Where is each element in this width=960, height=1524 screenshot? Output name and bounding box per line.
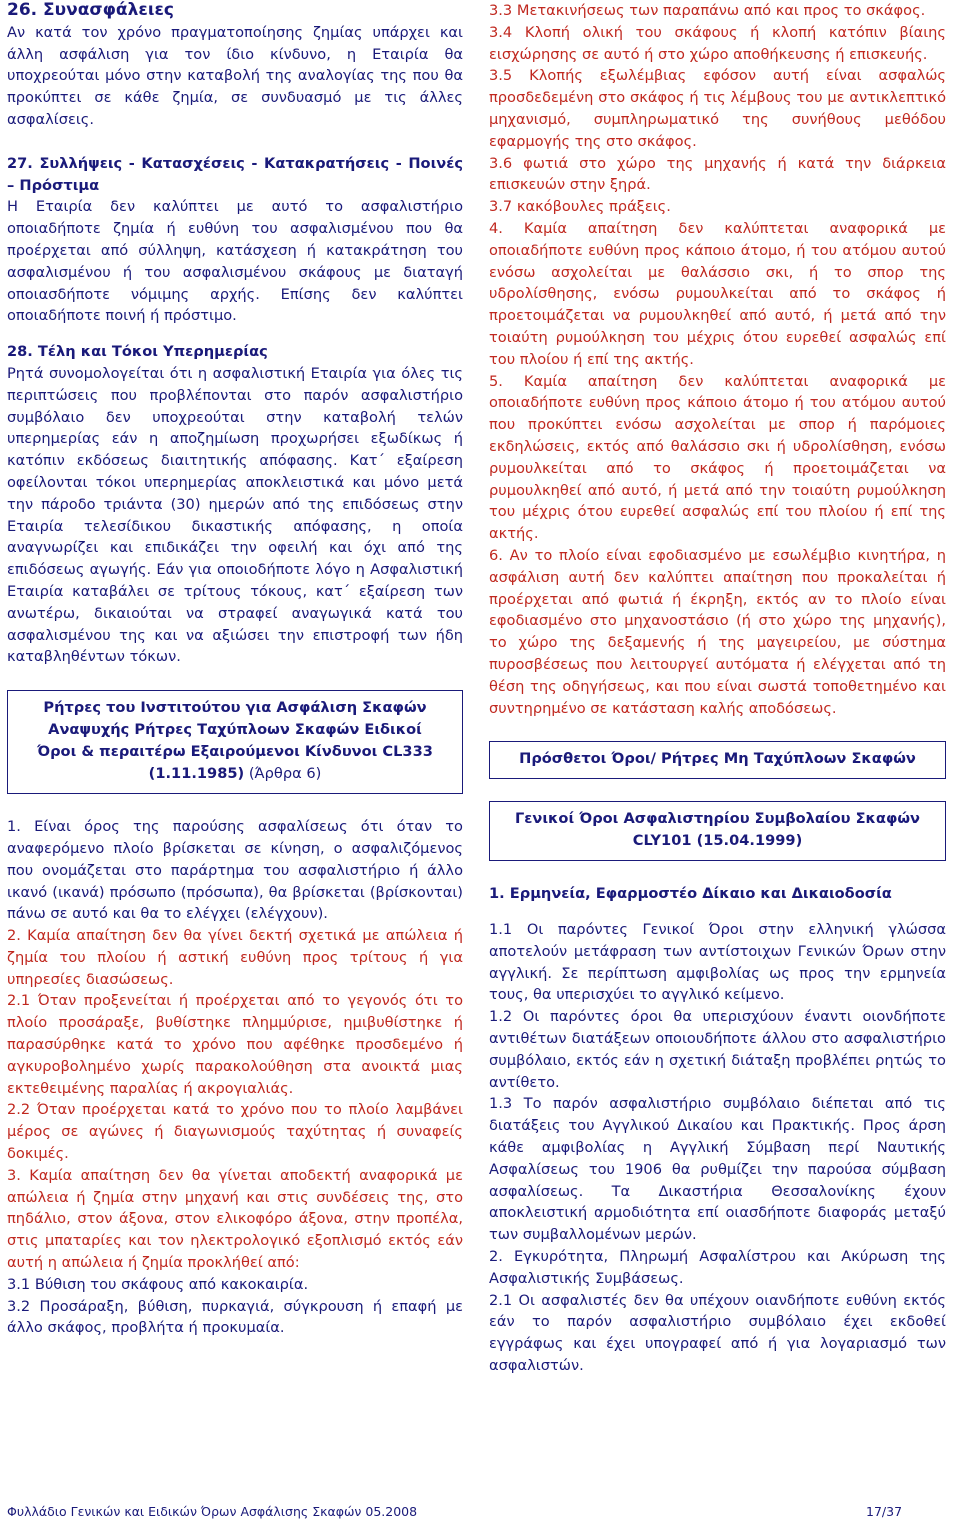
clause-4: 4. Καμία απαίτηση δεν καλύπτεται αναφορικά με οποιαδήποτε ευθύνη προς κάποιο άτομο, ή του ατόμου αυτού ενόσω ασχολείται με θαλάσσιο σκι, ή το σπορ της υδρολίσθησης, ενόσω ρυμουλκείται από το σκάφος ή προετοιμάζεται να ρυμουλκηθεί από αυτό, ή μετά από την τοιαύτη ρυμούλκηση του μέχρις ότου ευρεθεί ασφαλώς επί του πλοίου ή επί της ακτής. <box>489 219 946 368</box>
general-1-3: 1.3 Το παρόν ασφαλιστήριο συμβόλαιο διέπεται από τις διατάξεις του Αγγλικού Δικαίου και Πρακτικής. Προς άρση κάθε αμφιβολίας η Αγγλική Σύμβαση περί Ναυτικής Ασφαλίσεως του 1906 θα ρυθμίζει την παρούσα σύμβαση ασφαλίσεως. Τα Δικαστήρια Θεσσαλονίκης έχουν αποκλειστική αρμοδιότητα επί οιασδήποτε διαφοράς μεταξύ των συμβαλλομένων μερών. <box>489 1095 946 1244</box>
clause-6: 6. Αν το πλοίο είναι εφοδιασμένο με εσωλέμβιο κινητήρα, η ασφάλιση αυτή δεν καλύπτει απαίτηση που προκαλείται ή προέρχεται από φωτιά ή έκρηξη, εκτός αν το πλοίο είναι εφοδιασμένο στο μηχανοστάσιο (ή στο χώρο της μηχανής), το χώρο της δεξαμενής ή της μαγειρείου, με σύστημα πυροσβέσεως που λειτουργεί αυτόματα ή ελέγχεται από τη θέση της οδηγήσεως, και που είναι σωστά τοποθετημένο και συντηρημένο σε κατάσταση καλής αποδόσεως. <box>489 546 946 717</box>
section-27-title: 27. Συλλήψεις - Κατασχέσεις - Κατακρατήσεις - Ποινές – Πρόστιμα <box>7 154 463 194</box>
section-26-title: 26. Συνασφάλειες <box>7 0 174 20</box>
general-2-1: 2.1 Οι ασφαλιστές δεν θα υπέχουν οιανδήποτε ευθύνη εκτός εάν το παρόν ασφαλιστήριο συμβόλαιο έχει εκδοθεί εγγράφως και έχει υπογραφεί από ή για λογαριασμό των ασφαλιστών. <box>489 1291 946 1375</box>
clause-2-2: 2.2 Όταν προέρχεται κατά το χρόνο που το πλοίο λαμβάνει μέρος σε αγώνες ή διαγωνισμούς ταχύτητας ή συναφείς δοκιμές. <box>7 1101 463 1163</box>
general-terms-box <box>489 801 946 861</box>
section-26-body: Αν κατά τον χρόνο πραγματοποίησης ζημίας υπάρχει και άλλη ασφάλιση για τον ίδιο κίνδυνο, η Εταιρία θα υποχρεούται μόνο στην καταβολή της αναλογίας της που θα προκύπτει σε κάθε ζημία, σε συνδυασμό με τις άλλες ασφαλίσεις. <box>7 23 463 128</box>
additional-terms-title: Πρόσθετοι Όροι/ Ρήτρες Μη Ταχύπλοων Σκαφών <box>519 750 916 768</box>
section-28-title: 28. Τέλη και Τόκοι Υπερημερίας <box>7 343 268 361</box>
clause-2: 2. Καμία απαίτηση δεν θα γίνει δεκτή σχετικά με απώλεια ή ζημία του πλοίου ή αστική ευθύνη προς τρίτους ή για υπηρεσίες διασώσεως. <box>7 927 463 988</box>
right-column <box>489 0 946 1377</box>
clause-3-4: 3.4 Κλοπή ολική του σκάφους ή κλοπή κατόπιν βίαιης εισχώρησης σε αυτό ή στο χώρο αποθήκευσης ή επισκευής. <box>489 23 946 63</box>
clause-3: 3. Καμία απαίτηση δεν θα γίνεται αποδεκτή αναφορικά με απώλεια ή ζημία στην μηχανή και στις συνδέσεις της, στο πηδάλιο, στον άξονα, στον ελικοφόρο άξονα, στην προπέλα, στις μπαταρίες και τον ηλεκτρολογικό εξοπλισμό εκτός εάν αυτή η απώλεια ή ζημία προκλήθεί από: <box>7 1166 463 1272</box>
general-1-title: 1. Ερμηνεία, Εφαρμοστέο Δίκαιο και Δικαιοδοσία <box>489 885 892 903</box>
clause-3-6: 3.6 φωτιά στο χώρο της μηχανής ή κατά την διάρκεια επισκευών στην ξηρά. <box>489 154 946 194</box>
clauses-box-cl333 <box>7 690 463 794</box>
box-line-1: Ρήτρες του Ινστιτούτου για Ασφάλιση Σκαφών <box>43 699 427 717</box>
general-1-2: 1.2 Οι παρόντες όροι θα υπερισχύουν έναντι οιονδήποτε αντιθέτων διατάξεων οποιουδήποτε άλλου στο ασφαλιστήριο συμβόλαιο, εκτός εάν η σχετική διάταξη προβλέπει ρητώς το αντίθετο. <box>489 1008 946 1091</box>
clause-3-3: 3.3 Μετακινήσεως των παραπάνω από και προς το σκάφος. <box>489 2 926 19</box>
clause-2-1: 2.1 Όταν προξενείται ή προέρχεται από το γεγονός ότι το πλοίο προσάραξε, βυθίστηκε πλημμύρισε, ημιβυθίστηκε ή παρασύρθηκε κατά το χρόνο που αφέθηκε προσδεμένο ή αγκυροβολημένο χωρίς παρακολούθηση στα ανοικτά μιας εκτεθειμένης παραλίας ή ακρογιαλιάς. <box>7 992 463 1097</box>
section-28-body-b: Κατ΄ εξαίρεση οφείλονται τόκοι υπερημερίας αποκλειστικά και μόνο μετά την πάροδο τριάντα (30) ημερών από της επιδόσεως στην Εταιρία τελεσίδικου δικαστικής απόφασης, η οποία αναγνωρίζει και επιδικάζει την οφειλή και όχι από της επιδόσεως αγωγής. <box>7 452 463 579</box>
box-line-2: Αναψυχής Ρήτρες Ταχύπλοων Σκαφών Ειδικοί <box>48 721 422 739</box>
clause-3-5: 3.5 Κλοπής εξωλέμβιας εφόσον αυτή είναι ασφαλώς προσδεδεμένη στο σκάφος ή τις λέμβους του με αντικλεπτικό μηχανισμό, συμπληρωματικό της συνήθους μεθόδου εφαρμογής της στο σκάφος. <box>489 67 946 150</box>
clause-3-2: 3.2 Προσάραξη, βύθιση, πυρκαγιά, σύγκρουση ή επαφή με άλλο σκάφος, προβλήτα ή προκυμαία. <box>7 1297 463 1337</box>
footer-page-number: 17/37 <box>866 1504 903 1519</box>
clause-3-1: 3.1 Βύθιση του σκάφους από κακοκαιρία. <box>7 1275 309 1293</box>
section-27-body-a: Η Εταιρία δεν καλύπτει με αυτό το ασφαλιστήριο οποιαδήποτε ζημία ή ευθύνη του ασφαλισμένου που θα προέρχεται από σύλληψη, κατάσχεση ή κατακράτηση του ασφαλισμένου ή του ασφαλισμένου σκάφους με διαταγή οποιασδήποτε νόμιμης αρχής. <box>7 198 463 303</box>
box-line-4-date: (1.11.1985) <box>148 765 245 783</box>
general-1-1: 1.1 Οι παρόντες Γενικοί Όροι στην ελληνική γλώσσα αποτελούν μετάφραση των αντίστοιχων Γενικών Όρων στην αγγλική. Σε περίπτωση αμφιβολίας ως προς την ερμηνεία τους, θα υπερισχύει το αγγλικό κείμενο. <box>489 921 946 1004</box>
section-28-body <box>7 363 463 668</box>
section-27-body-b: Επίσης δεν καλύπτει οποιαδήποτε ποινή ή πρόστιμο. <box>7 285 463 325</box>
footer-document-title: Φυλλάδιο Γενικών και Ειδικών Όρων Ασφάλισης Σκαφών 05.2008 <box>7 1504 418 1519</box>
clause-5: 5. Καμία απαίτηση δεν καλύπτεται αναφορικά με οποιαδήποτε ευθύνη προς κάποιο άτομο ή του ατόμου αυτού που προκύπτει ενόσω ασχολείται με σπορ ή παρόμοιες εκδηλώσεις, εκτός από θαλάσσιο σκι ή υδρολίσθηση, ενόσω ρυμουλκείται από το σκάφος ή προετοιμάζεται να ρυμουλκηθεί από αυτό, ή μετά από την τοιαύτη ρυμούλκηση του μέχρις ότου ευρεθεί ασφαλώς επί του πλοίου ή επί της ακτής. <box>489 372 946 543</box>
clause-1: 1. Είναι όρος της παρούσης ασφαλίσεως ότι όταν το αναφερόμενο πλοίο βρίσκεται σε κίνηση, ο ασφαλιζόμενος που ονομάζεται στο παράρτημα του ασφαλιστήριο ή άλλο ικανό (ικανά) πρόσωπο (πρόσωπα), θα βρίσκεται (βρίσκονται) πάνω σε αυτό και θα το ελέγχει (ελέγχουν). <box>7 818 463 923</box>
general-terms-line-1: Γενικοί Όροι Ασφαλιστηρίου Συμβολαίου Σκαφών <box>515 810 920 828</box>
clause-3-7: 3.7 κακόβουλες πράξεις. <box>489 198 671 216</box>
box-line-4 <box>12 763 458 785</box>
box-line-4-suffix: (Άρθρα 6) <box>244 765 322 783</box>
box-line-3: Όροι & περαιτέρω Εξαιρούμενοι Κίνδυνοι CL333 <box>37 743 433 761</box>
left-column <box>7 0 463 1339</box>
general-terms-line-2: CLY101 (15.04.1999) <box>632 832 803 850</box>
section-28-body-c: Εάν για οποιοδήποτε λόγο η Ασφαλιστική Εταιρία καταβάλει σε τρίτους τόκους, κατ΄ εξαίρεση των ανωτέρω, δικαιούται να στραφεί αναγωγικά κατά του ασφαλισμένου της και να αξιώσει την επιστροφή των ήδη καταβληθέντων τόκων. <box>7 561 463 666</box>
section-27-body <box>7 196 463 327</box>
general-2-title: 2. Εγκυρότητα, Πληρωμή Ασφαλίστρου και Ακύρωση της Ασφαλιστικής Συμβάσεως. <box>489 1248 946 1287</box>
section-28-body-a: Ρητά συνομολογείται ότι η ασφαλιστική Εταιρία για όλες τις περιπτώσεις που προβλέπονται στο παρόν ασφαλιστήριο συμβόλαιο δεν υποχρεούται στην καταβολή τελών υπερημερίας εάν η αποζημίωση προχωρήσει εξωδίκως ή κατόπιν εκδόσεως διαιτητικής απόφασης. <box>7 364 463 470</box>
additional-terms-box <box>489 741 946 779</box>
